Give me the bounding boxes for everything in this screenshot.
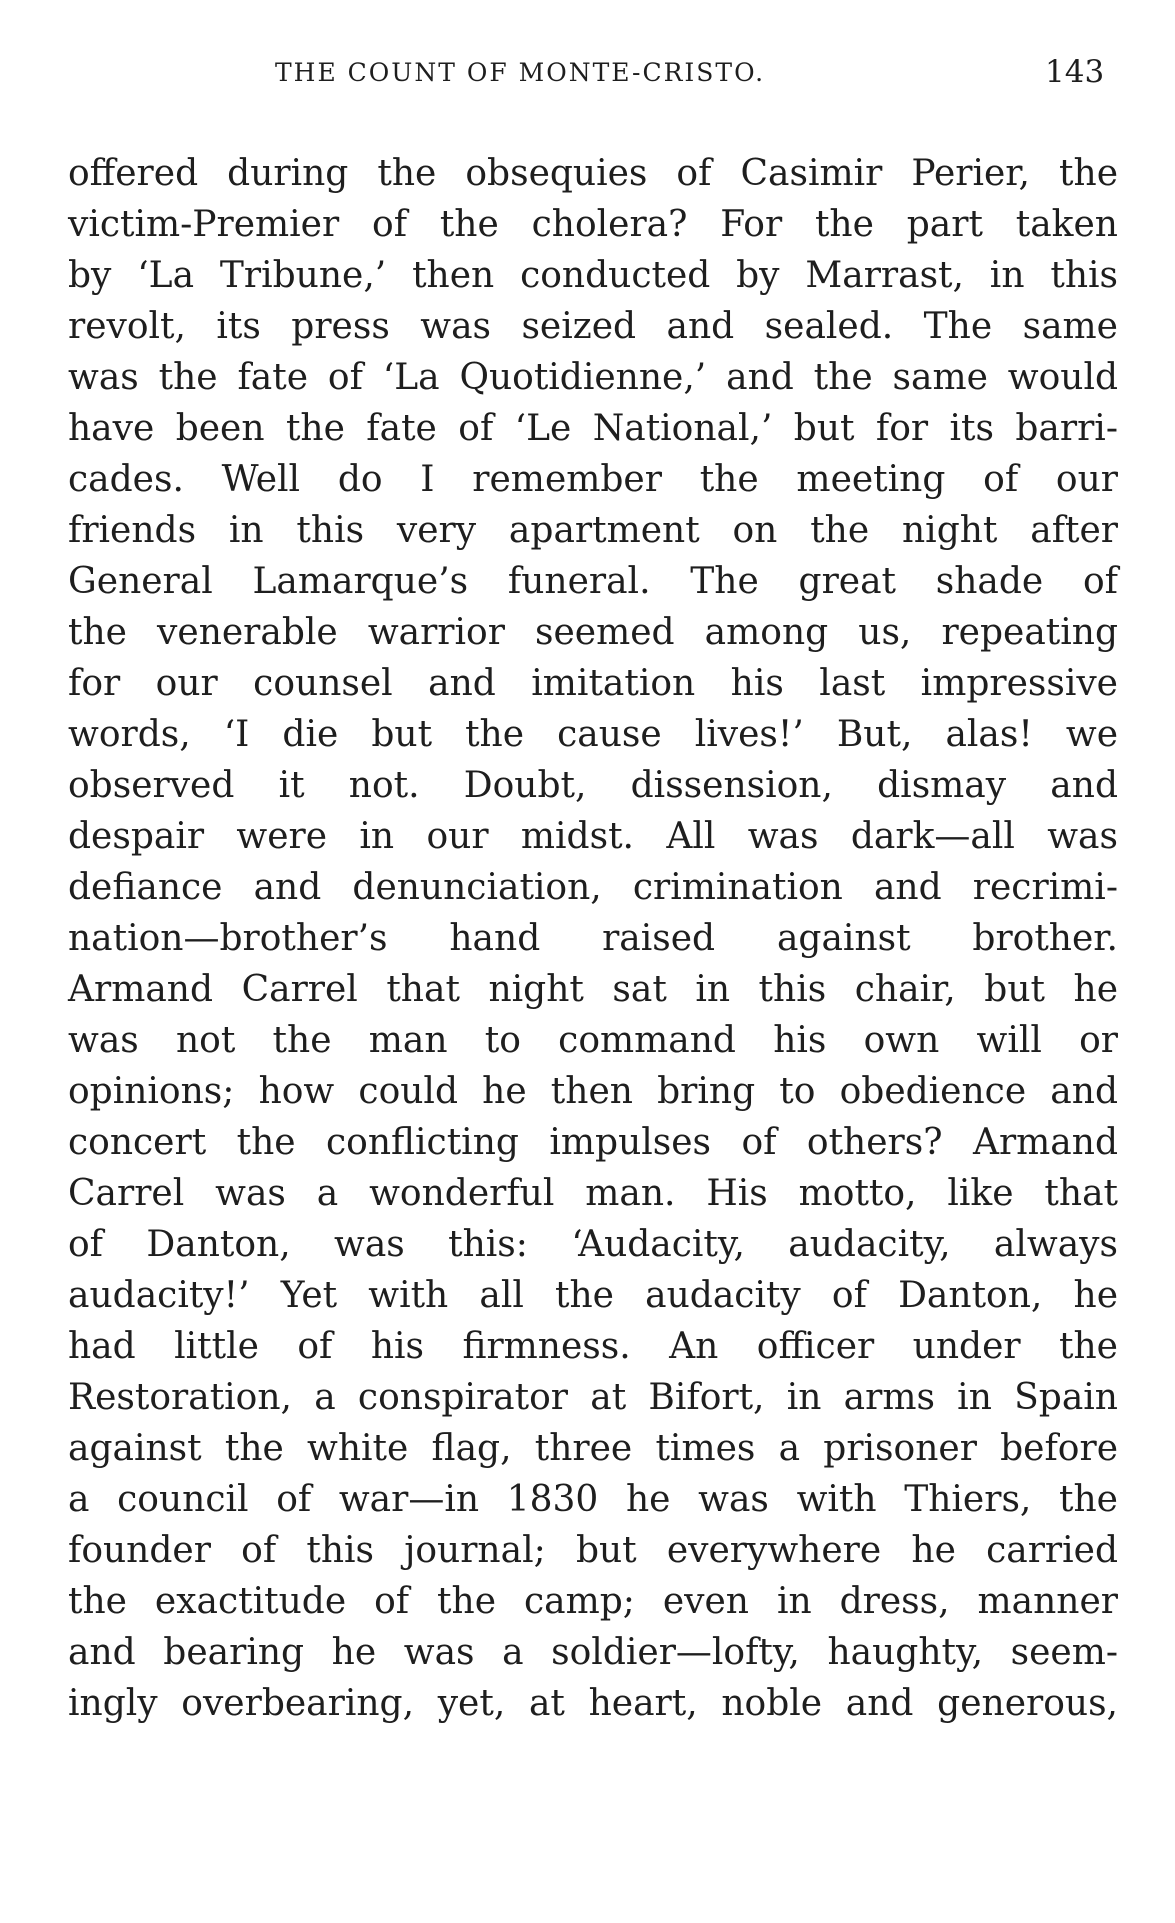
text-line: opinions; how could he then bring to obedience and (68, 1071, 1118, 1112)
text-line: offered during the obsequies of Casimir Perier, the (68, 153, 1118, 194)
text-line: revolt, its press was seized and sealed. The same (68, 306, 1118, 347)
text-line: Armand Carrel that night sat in this chair, but he (68, 969, 1118, 1010)
text-line: victim-Premier of the cholera? For the part taken (68, 204, 1118, 245)
text-line: words, ‘I die but the cause lives!’ But, alas! we (68, 714, 1118, 755)
text-line: Carrel was a wonderful man. His motto, like that (68, 1173, 1118, 1214)
text-line: ingly overbearing, yet, at heart, noble and generous, (68, 1683, 1118, 1724)
running-head (0, 54, 1175, 98)
text-line: was the fate of ‘La Quotidienne,’ and the same would (68, 357, 1118, 398)
text-line: a council of war—in 1830 he was with Thiers, the (68, 1479, 1118, 1520)
text-line: and bearing he was a soldier—lofty, haughty, seem- (68, 1632, 1118, 1673)
text-line: defiance and denunciation, crimination and recrimi- (68, 867, 1118, 908)
text-line: Restoration, a conspirator at Bifort, in arms in Spain (68, 1377, 1118, 1418)
text-line: the venerable warrior seemed among us, repeating (68, 612, 1118, 653)
text-line: for our counsel and imitation his last impressive (68, 663, 1118, 704)
text-line: founder of this journal; but everywhere he carried (68, 1530, 1118, 1571)
text-line: observed it not. Doubt, dissension, dismay and (68, 765, 1118, 806)
text-line: have been the fate of ‘Le National,’ but for its barri- (68, 408, 1118, 449)
text-line: against the white flag, three times a prisoner before (68, 1428, 1118, 1469)
text-line: the exactitude of the camp; even in dress, manner (68, 1581, 1118, 1622)
text-line: of Danton, was this: ‘Audacity, audacity, always (68, 1224, 1118, 1265)
text-line: despair were in our midst. All was dark—all was (68, 816, 1118, 857)
text-line: had little of his firmness. An officer under the (68, 1326, 1118, 1367)
text-line: audacity!’ Yet with all the audacity of Danton, he (68, 1275, 1118, 1316)
text-line: friends in this very apartment on the night after (68, 510, 1118, 551)
text-line: General Lamarque’s funeral. The great shade of (68, 561, 1118, 602)
text-line: by ‘La Tribune,’ then conducted by Marrast, in this (68, 255, 1118, 296)
text-line: was not the man to command his own will or (68, 1020, 1118, 1061)
text-line: concert the conflicting impulses of others? Armand (68, 1122, 1118, 1163)
running-title: THE COUNT OF MONTE-CRISTO. (275, 58, 766, 87)
page-number: 143 (1045, 54, 1105, 90)
body-text (68, 148, 1118, 1729)
text-line: nation—brother’s hand raised against brother. (68, 918, 1118, 959)
text-line: cades. Well do I remember the meeting of our (68, 459, 1118, 500)
